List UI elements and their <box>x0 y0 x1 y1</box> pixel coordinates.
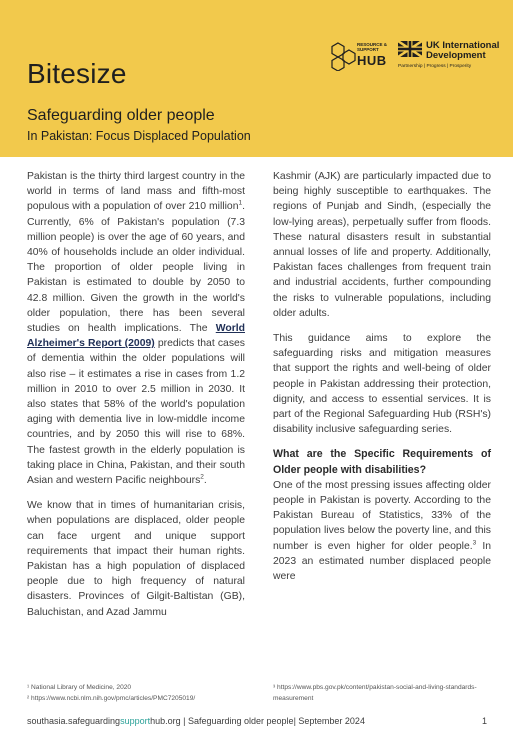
disasters-paragraph: Kashmir (AJK) are particularly impacted due to being highly susceptible to earthquakes. The regions of Punjab and Sindh, (especially the low-lying areas), perpetually suffer from floods. These natural disasters result in substantial annual losses of life and property. Additionally, Pakistan faces challenges from frequent train and industrial accidents, further compounding the risks to vulnerable populations, including older adults. <box>273 171 491 319</box>
uk-logo-tagline: Partnership | Progress | Prosperity <box>398 64 472 69</box>
footer-site-link[interactable]: southasia.safeguardingsupporthub.org <box>27 716 181 726</box>
page-title: Bitesize <box>27 58 127 89</box>
uk-logo-line1: UK International <box>426 40 500 51</box>
uk-development-logo <box>398 40 508 76</box>
union-flag-icon <box>398 41 422 57</box>
intro-paragraph: Pakistan is the thirty third largest country in the world in terms of land mass and fifth-most populous with a population of over 210 million$^1$. Currently, 6% of Pakistan's population (7.3 million people) is over the age of 60 years, and 40% of households include an older individual. The proportion of older people living in Pakistan is estimated to double by 2050 to 42.8 million. Given the growth in the world's older population, there has been several studies on health implications. The World Alzheimer's Report (2009) predicts that cases of dementia within the older populations will also rise – it estimates a rise in cases from 1.2 million in 2010 to over 2.5 million in 2030. It also states that 58% of the world's population aging with dementia live in low-middle income countries, and by 2050 this will rise to 68%. The fastest growth in the elderly population is taking place in China, Pakistan, and their south Asian and western Pacific neighbours$^2$. <box>27 171 245 487</box>
page-subtitle-secondary: In Pakistan: Focus Displaced Population <box>27 129 251 143</box>
uk-logo-line2: Development <box>426 50 486 61</box>
footer-meta: | Safeguarding older people| September 2024 <box>180 716 365 726</box>
footnote-ref-2[interactable]: 2 <box>200 473 204 481</box>
poverty-paragraph: One of the most pressing issues affecting older people in Pakistan is poverty. According to the Pakistan Bureau of Statistics, 33% of the population lives below the poverty line, and this number is even higher for older people.$^3$ In 2023 an estimated number displaced people were <box>273 479 491 583</box>
footnote-ref-3[interactable]: 3 <box>472 539 477 547</box>
footnote-3[interactable]: ³ https://www.pbs.gov.pk/content/pakistan-social-and-living-standards-measurement <box>273 684 477 702</box>
right-column <box>273 169 491 594</box>
footer <box>27 716 365 726</box>
page-subtitle: Safeguarding older people <box>27 107 215 124</box>
footnote-1: ¹ National Library of Medicine, 2020 <box>27 684 132 691</box>
page-number: 1 <box>482 716 488 726</box>
rsh-logo-small-text: RESOURCE & SUPPORT <box>357 42 388 52</box>
header-band <box>0 0 513 157</box>
footnotes-right <box>273 683 493 704</box>
rsh-logo-hub-text: HUB <box>357 53 387 68</box>
left-column <box>27 169 245 630</box>
humanitarian-paragraph: We know that in times of humanitarian crisis, when populations are displaced, older people can face urgent and unique support requirements that impact their human rights. Pakistan has a high population of displaced people due to high frequency of natural disasters. Provinces of Gilgit-Baltistan (GB), Baluchistan, and Azad Jammu <box>27 500 245 618</box>
guidance-paragraph: This guidance aims to explore the safeguarding risks and mitigation measures that support the rights and well-being of older people in Pakistan addressing their protection, dignity, and access to essential services. It is part of the Regional Safeguarding Hub (RSH's) disability inclusive safeguarding series. <box>273 333 491 436</box>
footnote-2[interactable]: ² https://www.ncbi.nlm.nih.gov/pmc/articles/PMC7205019/ <box>27 694 196 702</box>
world-alzheimers-report-link[interactable]: World Alzheimer's Report (2009) <box>27 323 245 350</box>
footnote-ref-1[interactable]: 1 <box>238 199 243 207</box>
footnotes-left <box>27 683 247 704</box>
section-heading: What are the Specific Requirements of Older people with disabilities? <box>273 448 491 476</box>
